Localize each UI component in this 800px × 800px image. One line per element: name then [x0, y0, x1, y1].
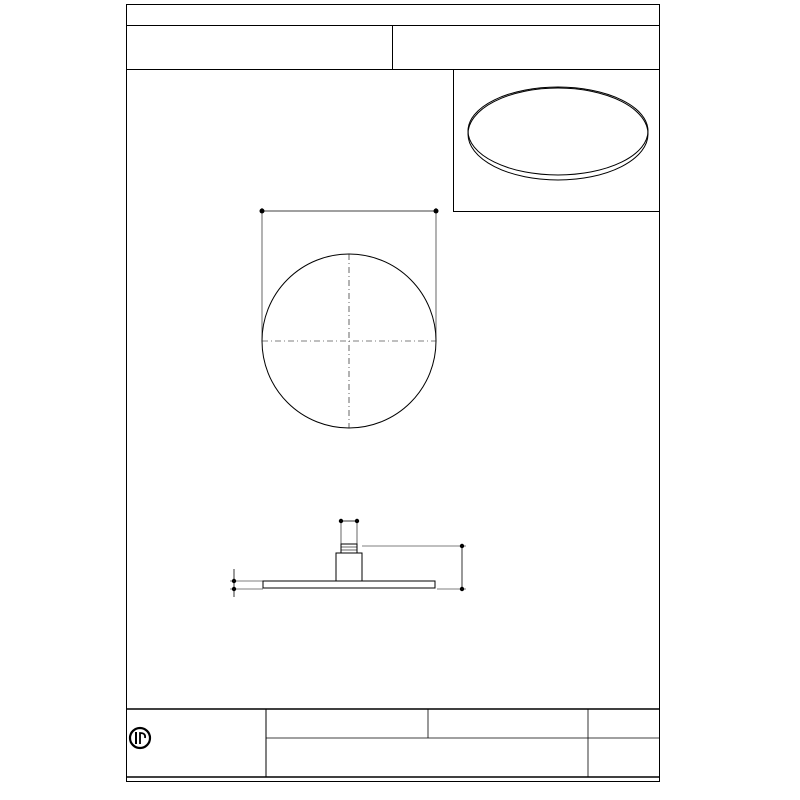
title-block-grid — [126, 709, 660, 777]
iso-view-shower-head — [468, 87, 648, 180]
top-view-shower-head — [260, 208, 439, 428]
ritmonio-logo-icon — [130, 728, 150, 748]
thread-fitting — [341, 544, 357, 553]
shower-plate — [263, 581, 435, 588]
ball-joint — [336, 553, 362, 581]
side-view-shower-head — [230, 519, 466, 597]
